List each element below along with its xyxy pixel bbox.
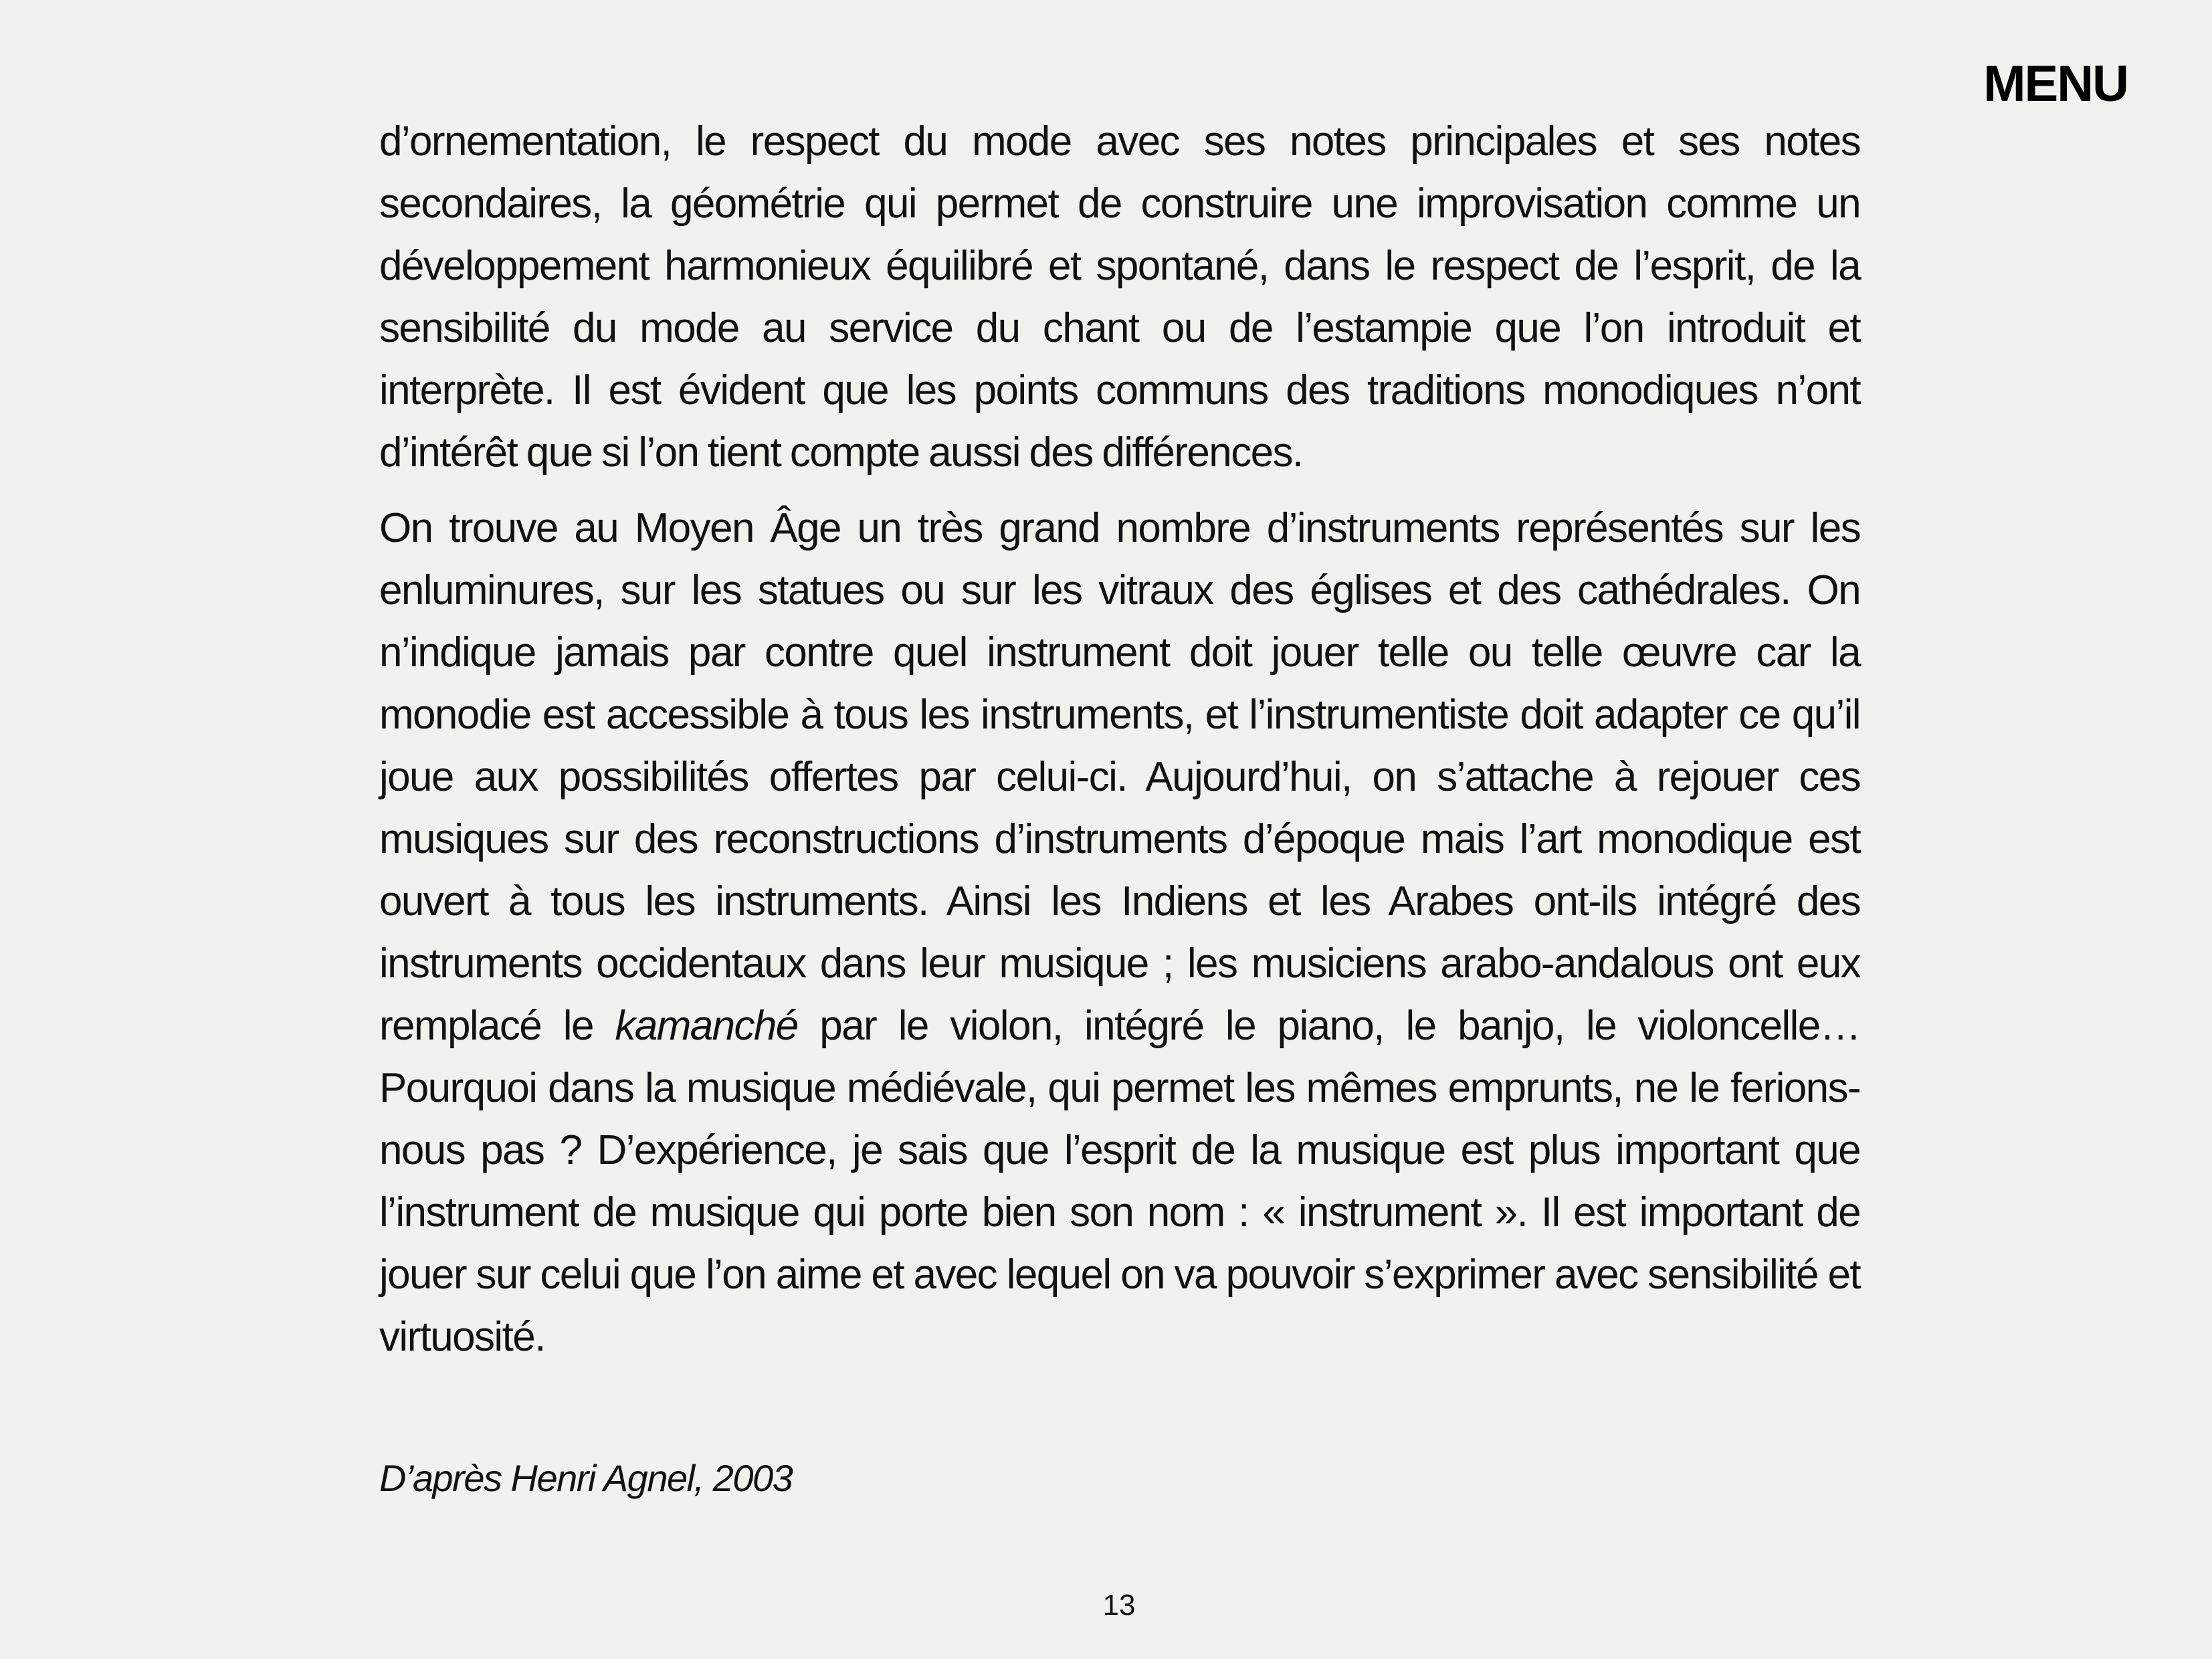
paragraph-instruments-text-start: On trouve au Moyen Âge un très grand nombre d’instruments représentés sur les enluminures, sur les statues ou sur les vitraux des églises et des cathédrales. On n’indique jamais par contre quel instrument doit jouer telle ou telle œuvre car la monodie est accessible à tous les instruments, et l’instrumentiste doit adapter ce qu’il joue aux possibilités offertes par celui-ci. Aujourd’hui, on s’attache à rejouer ces musiques sur des reconstructions d’instruments d’époque mais l’art monodique est ouvert à tous les instruments. Ainsi les Indiens et les Arabes ont-ils intégré des instruments occidentaux dans leur musique ; les musiciens arabo-andalous ont eux remplacé le	[379, 505, 1860, 1049]
page-number: 13	[1102, 1589, 1136, 1622]
source-citation: D’après Henri Agnel, 2003	[379, 1457, 793, 1499]
paragraph-instruments-text-end: par le violon, intégré le piano, le banjo, le violoncelle… Pourquoi dans la musique médiévale, qui permet les mêmes emprunts, ne le ferions-nous pas ? D’expérience, je sais que l’esprit de la musique est plus important que l’instrument de musique qui porte bien son nom : « instrument ». Il est important de jouer sur celui que l’on aime et avec lequel on va pouvoir s’exprimer avec sensibilité et virtuosité.	[379, 1003, 1860, 1360]
paragraph-ornamentation: d’ornementation, le respect du mode avec ses notes principales et ses notes secondaires, la géométrie qui permet de construire une improvisation comme un développement harmonieux équilibré et spontané, dans le respect de l’esprit, de la sensibilité du mode au service du chant ou de l’estampie que l’on introduit et interprète. Il est évident que les points communs des traditions monodiques n’ont d’intérêt que si l’on tient compte aussi des différences.	[379, 118, 1860, 476]
kamanche-term: kamanché	[615, 1003, 798, 1049]
menu-button[interactable]: MENU	[1983, 56, 2128, 112]
paragraph-instruments	[379, 497, 1860, 1368]
article-body	[379, 110, 1860, 1368]
